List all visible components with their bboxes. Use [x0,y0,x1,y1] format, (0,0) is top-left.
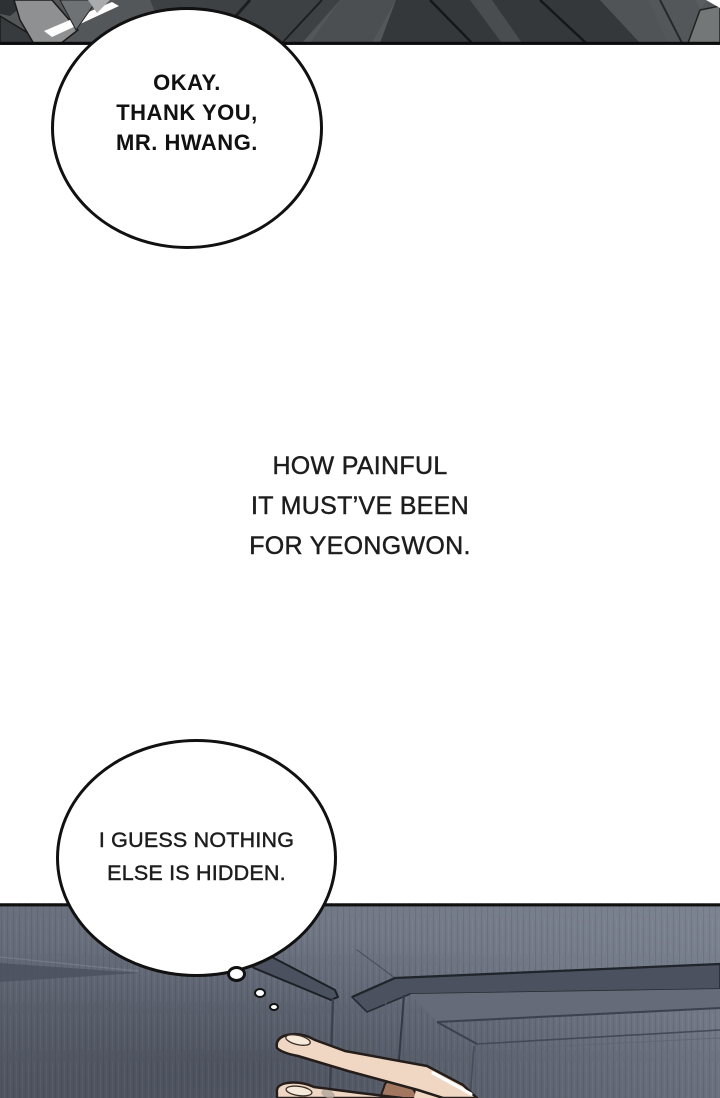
thought-trail-dot [269,1003,279,1011]
speech-bubble [51,7,323,249]
narration-line: HOW PAINFUL [272,452,448,480]
thought-trail-dot [254,988,266,998]
thought-bubble-text [99,824,294,890]
speech-line: THANK YOU, [116,100,258,125]
thought-line: ELSE IS HIDDEN. [107,861,286,885]
speech-line: OKAY. [153,70,221,95]
narration-text [0,446,720,566]
speech-line: MR. HWANG. [116,130,258,155]
speech-bubble-text [116,68,258,158]
narration-line: IT MUST’VE BEEN [251,492,469,520]
thought-trail-bump [227,966,246,982]
thought-line: I GUESS NOTHING [98,828,295,852]
thought-bubble [56,739,337,977]
narration-line: FOR YEONGWON. [249,532,471,560]
